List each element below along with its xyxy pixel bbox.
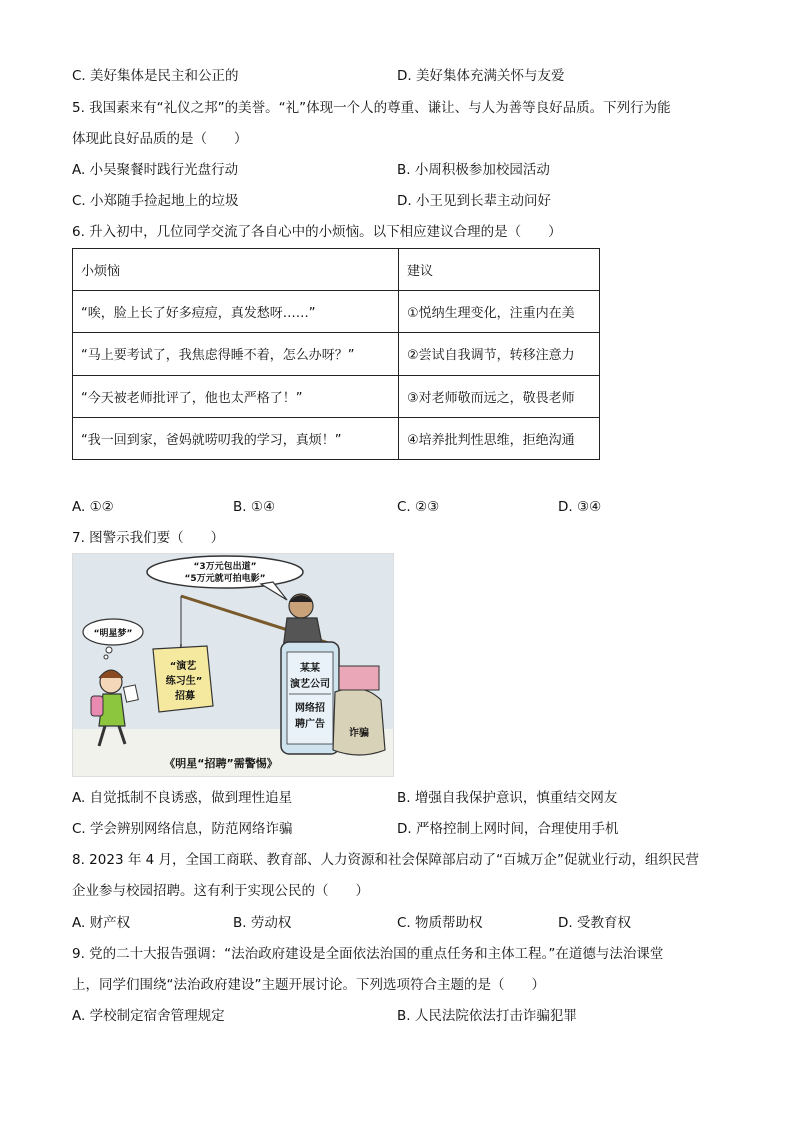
- bag-text: 诈骗: [349, 728, 369, 739]
- q8-option-d: D. 受教育权: [558, 915, 631, 931]
- table-cell-advice: ③对老师敬而远之，敬畏老师: [399, 375, 600, 417]
- q9-option-b: B. 人民法院依法打击诈骗犯罪: [397, 1008, 577, 1024]
- cartoon-caption: 《明星“招聘”需警惕》: [164, 757, 278, 770]
- table-cell-advice: ④培养批判性思维，拒绝沟通: [399, 417, 600, 459]
- q6-option-c: C. ②③: [397, 499, 440, 515]
- table-cell-worry: “我一回到家，爸妈就唠叨我的学习，真烦！”: [73, 417, 399, 459]
- table-cell-worry: “唉，脸上长了好多痘痘，真发愁呀……”: [73, 291, 399, 333]
- ad-text-2: 练习生”: [165, 676, 203, 687]
- cartoon-image: [72, 553, 394, 777]
- table-cell-worry: “马上要考试了，我焦虑得睡不着，怎么办呀？”: [73, 333, 399, 375]
- phone-text-1: 某某: [300, 663, 320, 674]
- table-cell-advice: ②尝试自我调节，转移注意力: [399, 333, 600, 375]
- q6-stem: 6. 升入初中，几位同学交流了各自心中的小烦恼。以下相应建议合理的是（ ）: [72, 224, 562, 240]
- q6-option-d: D. ③④: [558, 499, 602, 515]
- q7-option-b: B. 增强自我保护意识，慎重结交网友: [397, 790, 618, 806]
- q4-option-c: C. 美好集体是民主和公正的: [72, 68, 239, 84]
- table-header-row: [73, 249, 600, 291]
- q6-option-a: A. ①②: [72, 499, 114, 515]
- table-row: [73, 291, 600, 333]
- q9-stem-line2: 上，同学们围绕“法治政府建设”主题开展讨论。下列选项符合主题的是（ ）: [72, 977, 545, 993]
- q6-option-b: B. ①④: [233, 499, 276, 515]
- q5-option-a: A. 小吴聚餐时践行光盘行动: [72, 162, 239, 178]
- table-cell-advice: ①悦纳生理变化，注重内在美: [399, 291, 600, 333]
- phone-text-2: 演艺公司: [290, 679, 330, 690]
- q8-stem-line1: 8. 2023 年 4 月，全国工商联、教育部、人力资源和社会保障部启动了“百城万企”促就业行动，组织民营: [72, 852, 699, 868]
- q8-option-a: A. 财产权: [72, 915, 131, 931]
- table-header-worry: 小烦恼: [73, 249, 399, 291]
- table-header-advice: 建议: [399, 249, 600, 291]
- q7-option-c: C. 学会辨别网络信息，防范网络诈骗: [72, 821, 293, 837]
- q9-stem-line1: 9. 党的二十大报告强调：“法治政府建设是全面依法治国的重点任务和主体工程。”在道德与法治课堂: [72, 946, 664, 962]
- phone-text-4: 聘广告: [295, 719, 325, 730]
- q5-stem-line2: 体现此良好品质的是（ ）: [72, 131, 248, 147]
- q7-option-d: D. 严格控制上网时间，合理使用手机: [397, 821, 619, 837]
- q5-option-b: B. 小周积极参加校园活动: [397, 162, 550, 178]
- q8-option-b: B. 劳动权: [233, 915, 292, 931]
- q5-option-c: C. 小郑随手捡起地上的垃圾: [72, 193, 239, 209]
- ad-text-3: 招募: [175, 691, 195, 702]
- ad-text-1: “演艺: [169, 661, 197, 672]
- q4-option-d: D. 美好集体充满关怀与友爱: [397, 68, 565, 84]
- q5-option-d: D. 小王见到长辈主动问好: [397, 193, 551, 209]
- table-row: [73, 333, 600, 375]
- phone-text-3: 网络招: [295, 703, 325, 714]
- worry-advice-table: [72, 248, 600, 460]
- dream-bubble-text: “明星梦”: [93, 629, 133, 639]
- bubble-text-1: “3万元包出道”: [193, 562, 257, 572]
- q9-option-a: A. 学校制定宿舍管理规定: [72, 1008, 225, 1024]
- q8-option-c: C. 物质帮助权: [397, 915, 483, 931]
- q5-stem-line1: 5. 我国素来有“礼仪之邦”的美誉。“礼”体现一个人的尊重、谦让、与人为善等良好品质。下列行为能: [72, 100, 671, 116]
- q7-stem: 7. 图警示我们要（ ）: [72, 530, 225, 546]
- q7-option-a: A. 自觉抵制不良诱惑，做到理性追星: [72, 790, 293, 806]
- cartoon-drawing: [73, 554, 393, 776]
- q8-stem-line2: 企业参与校园招聘。这有利于实现公民的（ ）: [72, 883, 369, 899]
- bubble-text-2: “5万元就可拍电影”: [184, 574, 266, 584]
- table-row: [73, 417, 600, 459]
- table-cell-worry: “今天被老师批评了，他也太严格了！”: [73, 375, 399, 417]
- table-row: [73, 375, 600, 417]
